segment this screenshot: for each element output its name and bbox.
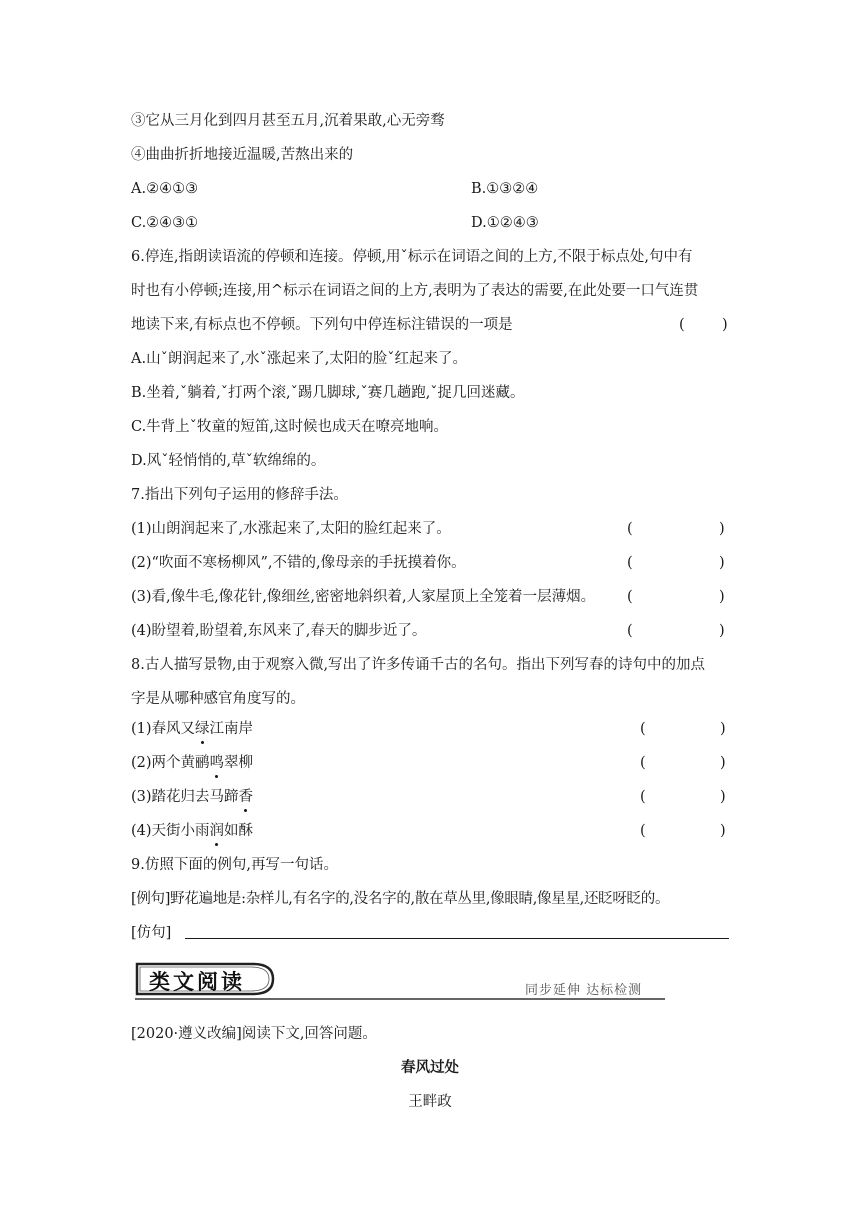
dotted-char: 润	[209, 823, 225, 839]
choice-row-ab	[131, 179, 539, 199]
banner-rule	[135, 998, 665, 1000]
question-6-option-d: D.风ˇ轻悄悄的,草ˇ软绵绵的。	[131, 453, 326, 469]
question-8-item-2: (2)两个黄鹂鸣翠柳	[131, 755, 254, 771]
option-line-4: ④曲曲折折地接近温暖,苦熬出来的	[131, 147, 354, 163]
choice-c: C.②④③①	[131, 215, 199, 231]
question-6-option-b: B.坐着,ˇ躺着,ˇ打两个滚,ˇ踢几脚球,ˇ赛几趟跑,ˇ捉几回迷藏。	[131, 385, 525, 401]
question-6-line-2: 时也有小停顿;连接,用^标示在词语之间的上方,表明为了表达的需要,在此处要一口气连贯	[131, 283, 699, 299]
dotted-char: 绿	[195, 721, 210, 737]
question-9-example: [例句]野花遍地是:杂样儿,有名字的,没名字的,散在草丛里,像眼睛,像星星,还眨呀眨的。	[131, 891, 670, 907]
dotted-char: 香	[238, 789, 254, 805]
question-8-item-3: (3)踏花归去马蹄香	[131, 789, 254, 805]
section-subtitle: 同步延伸 达标检测	[525, 983, 643, 998]
question-6-option-c: C.牛背上ˇ牧童的短笛,这时候也成天在嘹亮地响。	[131, 419, 449, 435]
choice-a: A.②④①③	[131, 181, 199, 197]
option-line-3: ③它从三月化到四月甚至五月,沉着果敢,心无旁骛	[131, 113, 445, 129]
question-7-item-4: (4)盼望着,盼望着,东风来了,春天的脚步近了。	[131, 623, 427, 639]
reading-author: 王畔政	[408, 1094, 452, 1110]
question-6-line-3: 地读下来,有标点也不停顿。下列句中停连标注错误的一项是	[131, 317, 513, 333]
reading-title: 春风过处	[401, 1059, 459, 1076]
question-7-item-3: (3)看,像牛毛,像花针,像细丝,密密地斜织着,人家屋顶上全笼着一层薄烟。	[131, 589, 596, 605]
question-9: 9.仿照下面的例句,再写一句话。	[131, 857, 338, 873]
reading-source: [2020·遵义改编]阅读下文,回答问题。	[131, 1026, 377, 1042]
choice-b: B.①③②④	[471, 181, 539, 197]
section-banner	[135, 962, 665, 1002]
question-8-item-4: (4)天街小雨润如酥	[131, 823, 254, 839]
choice-row-cd	[131, 213, 539, 233]
question-8-item-1: (1)春风又绿江南岸	[131, 721, 254, 737]
question-8-line-1: 8.古人描写景物,由于观察入微,写出了许多传诵千古的名句。指出下列写春的诗句中的加点	[131, 657, 706, 673]
question-8-line-2: 字是从哪种感官角度写的。	[131, 691, 305, 707]
question-7-item-2: (2)“吹面不寒杨柳风”,不错的,像母亲的手抚摸着你。	[131, 555, 466, 571]
dotted-char: 鸣	[209, 755, 225, 771]
choice-d: D.①②④③	[471, 215, 539, 231]
question-7-item-1: (1)山朗润起来了,水涨起来了,太阳的脸红起来了。	[131, 521, 451, 537]
question-6-line-1: 6.停连,指朗读语流的停顿和连接。停顿,用ˇ标示在词语之间的上方,不限于标点处,句中有	[131, 249, 693, 265]
question-6-option-a: A.山ˇ朗润起来了,水ˇ涨起来了,太阳的脸ˇ红起来了。	[131, 351, 468, 367]
answer-line	[185, 938, 729, 939]
section-title: 类文阅读	[149, 970, 245, 994]
question-7: 7.指出下列句子运用的修辞手法。	[131, 487, 348, 503]
question-9-imitation-label: [仿句]	[131, 925, 172, 941]
exam-page: ③它从三月化到四月甚至五月,沉着果敢,心无旁骛 ④曲曲折折地接近温暖,苦熬出来的 A.②④①③ B.①③②④ C.②④③① D.①②④③ 6.停连,指朗读语流的停顿和连接。停顿,用ˇ标示在词语之间的上方,不限于标点处,句中有 时也有小停顿;连接,用^标示在词语之间的上方,表明为了表达的需要,在此处要一口气连贯 地读下来,有标点也不停顿。下列句中停连标注错误的一项是 ( ) A.山ˇ朗润起来了,水ˇ涨起来了,太阳的脸ˇ红起来了。 B.坐着,ˇ躺着,ˇ打两个滚,ˇ踢几脚球,ˇ赛几趟跑,ˇ捉几回迷藏。 C.牛背上ˇ牧童的短笛,这时候也成天在嘹亮地响。 D.风ˇ轻悄悄的,草ˇ软绵绵的。 7.指出下列句子运用的修辞手法。 (1)山朗润起来了,水涨起来了,太阳的脸红起来了。 ( ) (2)“吹面不寒杨柳风”,不错的,像母亲的手抚摸着你。 ( ) (3)看,像牛毛,像花针,像细丝,密密地斜织着,人家屋顶上全笼着一层薄烟。 ( ) (4)盼望着,盼望着,东风来了,春天的脚步近了。 ( ) 8.古人描写景物,由于观察入微,写出了许多传诵千古的名句。指出下列写春的诗句中的加点 字是从哪种感官角度写的。 (1)春风又绿江南岸 ( ) (2)两个黄鹂鸣翠柳 ( ) (3)踏花归去马蹄香 ( ) (4)天街小雨润如酥 ( ) 9.仿照下面的例句,再写一句话。 [例句]野花遍地是:杂样儿,有名字的,没名字的,散在草丛里,像眼睛,像星星,还眨呀眨的。 [仿句] 类文阅读 同步延伸 达标检测 [2020·遵义改编]阅读下文,回答问题。 春风过处 王畔政	[0, 0, 860, 1216]
